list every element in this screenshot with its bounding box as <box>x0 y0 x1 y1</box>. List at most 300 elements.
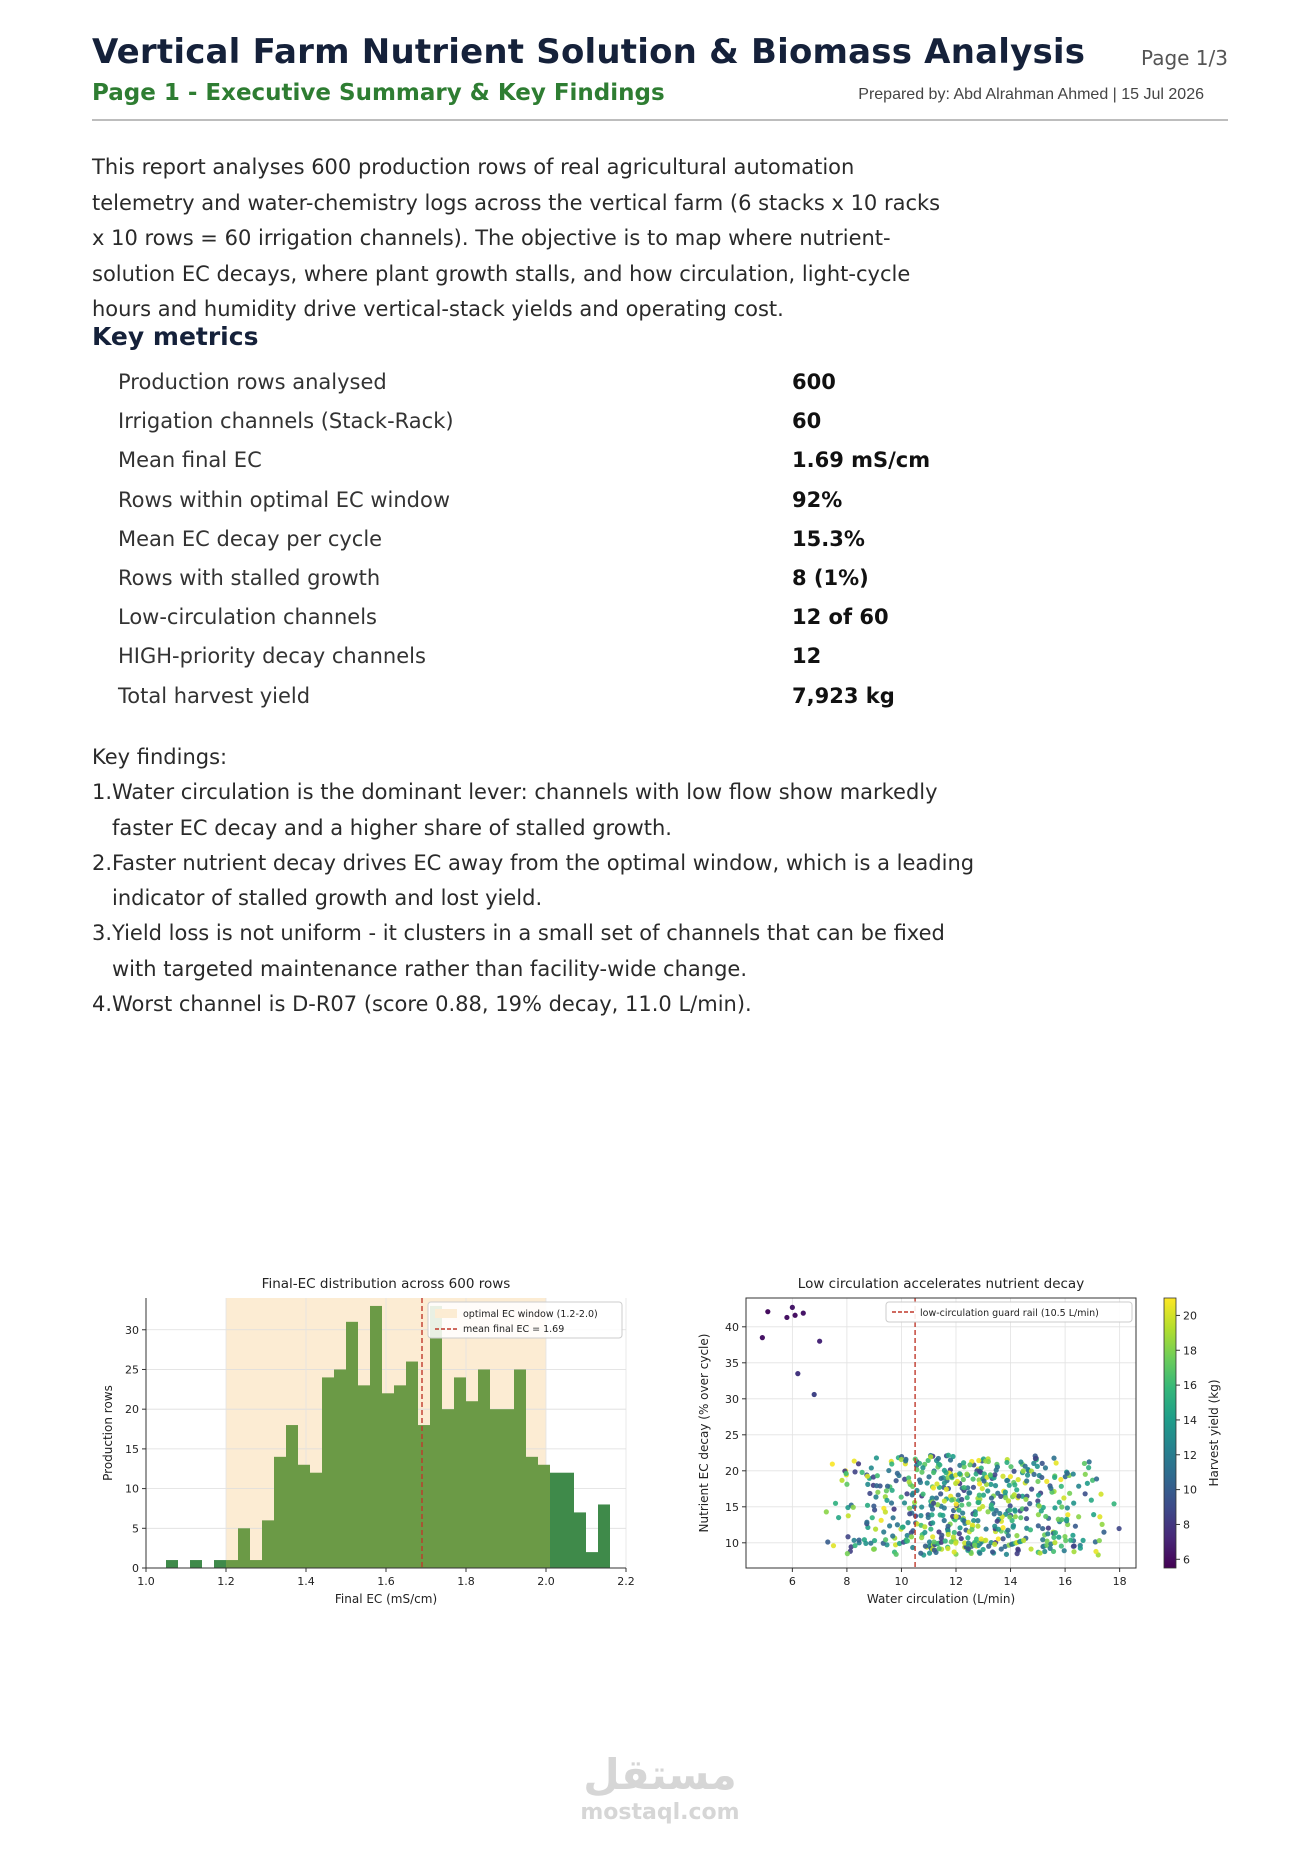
histogram-bar <box>298 1465 310 1568</box>
scatter-point <box>1070 1533 1075 1538</box>
scatter-point <box>1014 1533 1019 1538</box>
scatter-point <box>1086 1465 1091 1470</box>
scatter-point <box>1071 1549 1076 1554</box>
scatter-point <box>1005 1528 1010 1533</box>
scatter-point <box>1043 1465 1048 1470</box>
scatter-point <box>1039 1475 1044 1480</box>
scatter-point <box>824 1509 829 1514</box>
scatter-point <box>989 1495 994 1500</box>
scatter-point <box>1053 1530 1058 1535</box>
scatter-point <box>865 1474 870 1479</box>
x-tick-label: 14 <box>1003 1575 1018 1588</box>
scatter-point <box>937 1546 942 1551</box>
x-axis-label: Final EC (mS/cm) <box>334 1592 438 1606</box>
scatter-point <box>1067 1491 1072 1496</box>
scatter-point <box>844 1471 849 1476</box>
scatter-point <box>874 1455 879 1460</box>
watermark-text: mostaql.com <box>580 1800 740 1825</box>
scatter-point <box>1015 1547 1020 1552</box>
y-tick-label: 20 <box>725 1464 739 1478</box>
scatter-point <box>996 1536 1001 1541</box>
scatter-point <box>957 1531 962 1536</box>
scatter-point <box>942 1498 947 1503</box>
histogram-bar <box>382 1393 394 1568</box>
page-title: Vertical Farm Nutrient Solution & Biomass Analysis <box>92 32 1086 72</box>
finding-text: Yield loss is not uniform - it clusters in a small set of channels that can be fixed with targeted maintenance rather than facility-wide change. <box>112 921 945 981</box>
scatter-point <box>865 1482 870 1487</box>
scatter-point <box>900 1525 905 1530</box>
scatter-point <box>989 1502 994 1507</box>
scatter-point-outlier <box>765 1309 770 1314</box>
scatter-point <box>1008 1464 1013 1469</box>
scatter-point <box>871 1547 876 1552</box>
scatter-point <box>1043 1514 1048 1519</box>
metric-label: HIGH-priority decay channels <box>118 644 426 669</box>
scatter-point <box>845 1551 850 1556</box>
scatter-point-outlier <box>790 1305 795 1310</box>
scatter-point <box>1018 1459 1023 1464</box>
histogram-bar <box>190 1560 202 1568</box>
scatter-point <box>1083 1472 1088 1477</box>
scatter-point <box>946 1532 951 1537</box>
watermark <box>540 1750 780 1826</box>
scatter-point <box>1068 1538 1073 1543</box>
scatter-point <box>1040 1526 1045 1531</box>
scatter-point <box>940 1513 945 1518</box>
scatter-point <box>970 1476 975 1481</box>
scatter-point <box>891 1507 896 1512</box>
finding-item <box>92 775 992 846</box>
scatter-point <box>953 1541 958 1546</box>
key-findings <box>92 740 992 1022</box>
scatter-point <box>977 1481 982 1486</box>
x-tick-label: 2.2 <box>617 1575 635 1588</box>
scatter-point <box>983 1538 988 1543</box>
scatter-point <box>1093 1549 1098 1554</box>
scatter-point <box>928 1454 933 1459</box>
scatter-point <box>890 1533 895 1538</box>
scatter-point <box>985 1509 990 1514</box>
scatter-point <box>865 1503 870 1508</box>
scatter-point <box>988 1472 993 1477</box>
scatter-point <box>931 1539 936 1544</box>
scatter-point <box>934 1481 939 1486</box>
scatter-point-outlier <box>817 1339 822 1344</box>
scatter-point <box>930 1506 935 1511</box>
scatter-point <box>890 1515 895 1520</box>
metric-value: 15.3% <box>792 526 865 551</box>
x-tick-label: 2.0 <box>537 1575 555 1588</box>
scatter-point <box>907 1506 912 1511</box>
scatter-point <box>1006 1533 1011 1538</box>
prepared-by: Prepared by: Abd Alrahman Ahmed | 15 Jul 2026 <box>858 86 1204 103</box>
scatter-point <box>856 1537 861 1542</box>
scatter-point <box>884 1488 889 1493</box>
scatter-point <box>1048 1486 1053 1491</box>
histogram-bar <box>250 1560 262 1568</box>
scatter-point <box>1028 1546 1033 1551</box>
histogram-bar <box>310 1473 322 1568</box>
scatter-point <box>946 1453 951 1458</box>
scatter-point <box>1052 1540 1057 1545</box>
scatter-point <box>954 1514 959 1519</box>
histogram-bar <box>166 1560 178 1568</box>
scatter-point <box>918 1513 923 1518</box>
ec-histogram-svg <box>92 1266 652 1606</box>
metric-label: Mean final EC <box>118 448 262 473</box>
scatter-point <box>966 1541 971 1546</box>
scatter-point <box>992 1511 997 1516</box>
scatter-point <box>856 1461 861 1466</box>
scatter-point <box>931 1501 936 1506</box>
scatter-point <box>942 1518 947 1523</box>
scatter-point <box>852 1469 857 1474</box>
scatter-point <box>964 1472 969 1477</box>
scatter-point <box>995 1519 1000 1524</box>
ec-histogram-chart <box>92 1266 652 1606</box>
histogram-bar <box>214 1560 226 1568</box>
scatter-point <box>839 1478 844 1483</box>
colorbar-tick-label: 10 <box>1183 1483 1197 1497</box>
histogram-bar <box>238 1528 250 1568</box>
scatter-point <box>1094 1476 1099 1481</box>
scatter-point <box>1000 1474 1005 1479</box>
scatter-point <box>1029 1487 1034 1492</box>
scatter-point <box>1025 1473 1030 1478</box>
x-tick-label: 1.0 <box>137 1575 155 1588</box>
intro-paragraph: This report analyses 600 production rows of real agricultural automation telemetry and water-chemistry logs across the vertical farm (6 stacks x 10 racks x 10 rows = 60 irrigation channels). The objective is to map where nutrient-solution EC decays, where plant growth stalls, and how circulation, light-cycle hours and humidity drive vertical-stack yields and operating cost. <box>92 155 941 321</box>
scatter-point <box>1065 1505 1070 1510</box>
histogram-bar <box>562 1473 574 1568</box>
legend-label-mean: mean final EC = 1.69 <box>463 1324 565 1335</box>
scatter-point <box>886 1468 891 1473</box>
scatter-point <box>939 1476 944 1481</box>
scatter-point <box>864 1520 869 1525</box>
scatter-point <box>981 1478 986 1483</box>
metric-label: Rows with stalled growth <box>118 565 381 590</box>
scatter-point <box>918 1551 923 1556</box>
scatter-point <box>1059 1543 1064 1548</box>
histogram-bar <box>394 1385 406 1568</box>
decay-scatter-chart <box>690 1266 1230 1606</box>
scatter-point <box>946 1524 951 1529</box>
scatter-point <box>1061 1495 1066 1500</box>
scatter-point <box>980 1504 985 1509</box>
colorbar-tick-label: 18 <box>1183 1344 1197 1358</box>
scatter-point <box>1012 1482 1017 1487</box>
colorbar-tick-label: 6 <box>1183 1553 1190 1567</box>
histogram-bar <box>346 1322 358 1568</box>
finding-text: Worst channel is D-R07 (score 0.88, 19% decay, 11.0 L/min). <box>112 992 752 1017</box>
metric-label: Mean EC decay per cycle <box>118 526 383 551</box>
scatter-point <box>925 1480 930 1485</box>
scatter-point <box>922 1524 927 1529</box>
y-tick-label: 15 <box>125 1442 139 1456</box>
scatter-point <box>983 1526 988 1531</box>
chart-title: Low circulation accelerates nutrient decay <box>797 1276 1085 1292</box>
metric-label: Low-circulation channels <box>118 605 377 630</box>
scatter-point <box>966 1502 971 1507</box>
histogram-bar <box>286 1425 298 1568</box>
scatter-point <box>948 1457 953 1462</box>
scatter-point <box>1052 1475 1057 1480</box>
page-subtitle: Page 1 - Executive Summary & Key Findings <box>92 80 665 106</box>
scatter-point <box>919 1504 924 1509</box>
y-tick-label: 5 <box>132 1522 139 1536</box>
scatter-point <box>966 1546 971 1551</box>
scatter-point <box>851 1538 856 1543</box>
scatter-point <box>867 1491 872 1496</box>
finding-item <box>92 846 992 917</box>
scatter-point <box>863 1541 868 1546</box>
histogram-bar <box>406 1362 418 1568</box>
scatter-point <box>1062 1548 1067 1553</box>
y-tick-label: 10 <box>725 1536 739 1550</box>
scatter-point <box>953 1481 958 1486</box>
histogram-bar <box>574 1512 586 1568</box>
scatter-point <box>830 1461 835 1466</box>
histogram-bar <box>274 1457 286 1568</box>
scatter-point <box>889 1500 894 1505</box>
y-tick-label: 25 <box>725 1428 739 1442</box>
histogram-bar <box>490 1409 502 1568</box>
scatter-point <box>975 1500 980 1505</box>
legend-label-guard-rail: low-circulation guard rail (10.5 L/min) <box>920 1308 1099 1319</box>
scatter-point <box>975 1524 980 1529</box>
x-tick-label: 1.2 <box>217 1575 235 1588</box>
scatter-point <box>1021 1538 1026 1543</box>
histogram-bar <box>550 1473 562 1568</box>
scatter-point <box>905 1520 910 1525</box>
scatter-point <box>1057 1500 1062 1505</box>
header-divider <box>92 119 1228 121</box>
x-tick-label: 1.6 <box>377 1575 395 1588</box>
scatter-point <box>926 1515 931 1520</box>
scatter-point <box>870 1515 875 1520</box>
scatter-point <box>985 1488 990 1493</box>
scatter-point <box>860 1470 865 1475</box>
scatter-point <box>936 1456 941 1461</box>
scatter-point <box>1083 1491 1088 1496</box>
scatter-point <box>1059 1517 1064 1522</box>
scatter-point <box>961 1485 966 1490</box>
scatter-point <box>926 1474 931 1479</box>
histogram-bar <box>454 1377 466 1568</box>
scatter-point <box>869 1465 874 1470</box>
scatter-point <box>931 1485 936 1490</box>
scatter-point <box>992 1542 997 1547</box>
scatter-point <box>923 1544 928 1549</box>
scatter-point <box>1004 1478 1009 1483</box>
scatter-point <box>1008 1474 1013 1479</box>
scatter-point <box>1063 1538 1068 1543</box>
scatter-point <box>1016 1477 1021 1482</box>
scatter-point <box>1024 1516 1029 1521</box>
scatter-point <box>1042 1549 1047 1554</box>
scatter-point <box>1099 1522 1104 1527</box>
scatter-point <box>894 1552 899 1557</box>
scatter-point <box>1064 1517 1069 1522</box>
metrics-heading: Key metrics <box>92 322 259 351</box>
finding-item <box>92 916 992 987</box>
scatter-point <box>1076 1484 1081 1489</box>
scatter-point <box>1012 1507 1017 1512</box>
colorbar-tick-label: 20 <box>1183 1309 1197 1323</box>
scatter-point <box>1028 1527 1033 1532</box>
histogram-bar <box>226 1560 238 1568</box>
finding-item <box>92 987 992 1022</box>
scatter-point <box>977 1469 982 1474</box>
scatter-point <box>976 1458 981 1463</box>
chart-title: Final-EC distribution across 600 rows <box>261 1276 511 1292</box>
scatter-point <box>879 1518 884 1523</box>
scatter-point <box>1011 1469 1016 1474</box>
scatter-point <box>1071 1471 1076 1476</box>
x-tick-label: 18 <box>1112 1575 1127 1588</box>
colorbar-tick-label: 8 <box>1183 1518 1190 1532</box>
y-tick-label: 40 <box>725 1320 739 1334</box>
y-axis-label: Production rows <box>101 1385 115 1481</box>
scatter-point <box>846 1513 851 1518</box>
y-tick-label: 35 <box>725 1356 739 1370</box>
scatter-point <box>1116 1526 1121 1531</box>
scatter-point <box>874 1483 879 1488</box>
finding-text: Water circulation is the dominant lever: channels with low flow show markedly faster EC decay and a higher share of stalled growth. <box>112 780 938 840</box>
scatter-point <box>966 1490 971 1495</box>
colorbar-label: Harvest yield (kg) <box>1207 1379 1221 1487</box>
scatter-point <box>961 1460 966 1465</box>
scatter-point <box>1059 1504 1064 1509</box>
scatter-point <box>966 1520 971 1525</box>
scatter-point <box>959 1502 964 1507</box>
metric-label: Production rows analysed <box>118 370 387 394</box>
x-tick-label: 1.8 <box>457 1575 475 1588</box>
scatter-point <box>1004 1460 1009 1465</box>
scatter-point <box>986 1544 991 1549</box>
scatter-point-outlier <box>792 1313 797 1318</box>
metric-value: 92% <box>792 487 843 512</box>
legend-swatch-window <box>435 1309 457 1318</box>
histogram-bar <box>442 1409 454 1568</box>
scatter-point <box>922 1530 927 1535</box>
scatter-point <box>1071 1544 1076 1549</box>
scatter-point <box>1045 1531 1050 1536</box>
metric-label: Total harvest yield <box>118 683 311 708</box>
scatter-point <box>919 1535 924 1540</box>
scatter-point <box>1023 1497 1028 1502</box>
scatter-point <box>1011 1525 1016 1530</box>
scatter-point <box>825 1539 830 1544</box>
scatter-point <box>1058 1477 1063 1482</box>
scatter-point <box>1054 1460 1059 1465</box>
colorbar-tick-label: 14 <box>1183 1413 1197 1427</box>
scatter-point <box>852 1543 857 1548</box>
scatter-point <box>1065 1471 1070 1476</box>
histogram-bar <box>418 1425 430 1568</box>
scatter-point <box>945 1546 950 1551</box>
x-tick-label: 6 <box>788 1575 796 1588</box>
scatter-point <box>875 1490 880 1495</box>
scatter-point <box>845 1534 850 1539</box>
scatter-point <box>894 1478 899 1483</box>
scatter-point <box>881 1529 886 1534</box>
scatter-point <box>957 1471 962 1476</box>
scatter-point <box>899 1494 904 1499</box>
x-tick-label: 16 <box>1058 1575 1073 1588</box>
colorbar <box>1164 1298 1176 1568</box>
scatter-point <box>1012 1492 1017 1497</box>
finding-number: 4. <box>92 992 113 1017</box>
scatter-point <box>852 1458 857 1463</box>
scatter-point <box>965 1495 970 1500</box>
scatter-point <box>942 1468 947 1473</box>
scatter-point <box>998 1494 1003 1499</box>
metric-label: Irrigation channels (Stack-Rack) <box>118 409 454 434</box>
scatter-point <box>1087 1459 1092 1464</box>
scatter-point <box>873 1527 878 1532</box>
scatter-point <box>903 1458 908 1463</box>
scatter-point <box>919 1470 924 1475</box>
scatter-point <box>1101 1530 1106 1535</box>
scatter-point <box>997 1511 1002 1516</box>
histogram-bar <box>430 1306 442 1568</box>
scatter-point <box>883 1537 888 1542</box>
scatter-point <box>873 1494 878 1499</box>
scatter-point <box>971 1485 976 1490</box>
scatter-point <box>930 1534 935 1539</box>
scatter-point <box>920 1491 925 1496</box>
scatter-point <box>1000 1525 1005 1530</box>
scatter-point <box>980 1486 985 1491</box>
scatter-point <box>836 1515 841 1520</box>
scatter-point <box>975 1518 980 1523</box>
scatter-point-outlier <box>795 1371 800 1376</box>
scatter-point <box>973 1512 978 1517</box>
scatter-point <box>907 1511 912 1516</box>
histogram-bar <box>370 1306 382 1568</box>
scatter-point <box>928 1526 933 1531</box>
scatter-point <box>885 1484 890 1489</box>
histogram-bar <box>526 1457 538 1568</box>
scatter-point <box>992 1524 997 1529</box>
scatter-point <box>1036 1493 1041 1498</box>
histogram-bar <box>538 1465 550 1568</box>
scatter-point <box>1044 1479 1049 1484</box>
decay-scatter-svg <box>690 1266 1230 1606</box>
scatter-point <box>902 1500 907 1505</box>
scatter-point <box>1056 1535 1061 1540</box>
scatter-point <box>983 1458 988 1463</box>
scatter-point <box>1018 1515 1023 1520</box>
scatter-point <box>887 1523 892 1528</box>
metric-value: 12 of 60 <box>792 605 889 630</box>
scatter-point <box>1111 1501 1116 1506</box>
scatter-point <box>890 1488 895 1493</box>
scatter-point <box>957 1525 962 1530</box>
scatter-point <box>1051 1535 1056 1540</box>
scatter-point <box>1085 1481 1090 1486</box>
histogram-bar <box>514 1369 526 1568</box>
scatter-point <box>884 1498 889 1503</box>
x-axis-label: Water circulation (L/min) <box>866 1592 1016 1606</box>
histogram-bar <box>598 1504 610 1568</box>
scatter-point <box>831 1543 836 1548</box>
y-tick-label: 0 <box>132 1562 139 1575</box>
scatter-point <box>1048 1546 1053 1551</box>
x-tick-label: 8 <box>843 1575 851 1588</box>
y-tick-label: 15 <box>725 1500 739 1514</box>
x-tick-label: 1.4 <box>297 1575 315 1588</box>
